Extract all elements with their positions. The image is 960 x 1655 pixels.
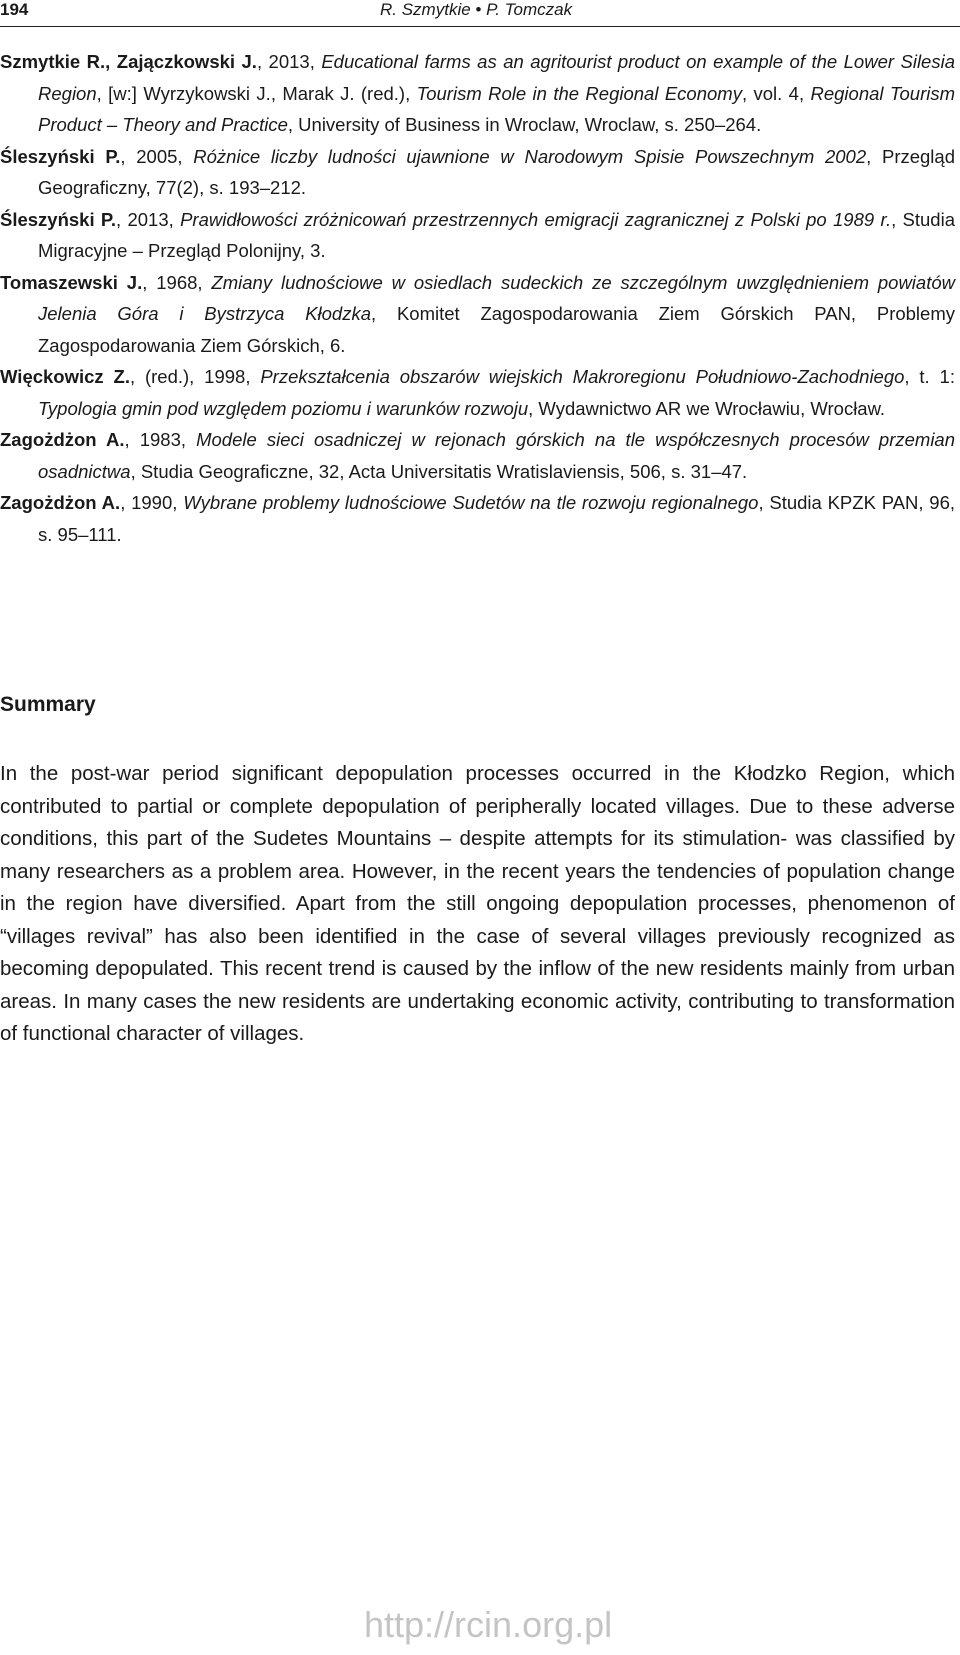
reference-book-title: Tourism Role in the Regional Economy <box>416 82 742 104</box>
reference-volume-title: Typologia gmin pod względem poziomu i warunków rozwoju <box>38 397 529 419</box>
reference-publisher: , Przegląd Geograficzny, 77(2), s. 193–212. <box>38 145 955 198</box>
reference-author: Tomaszewski J. <box>0 271 143 293</box>
reference-author: Zagożdżon A. <box>0 429 125 450</box>
page-header <box>0 0 960 27</box>
summary-heading: Summary <box>0 693 96 716</box>
reference-publisher: , Wydawnictwo AR we Wrocławiu, Wrocław. <box>528 397 886 419</box>
reference-entry <box>0 46 955 141</box>
running-head: R. Szmytkie • P. Tomczak <box>380 0 573 19</box>
reference-entry <box>0 487 955 550</box>
reference-title: Prawidłowości zróżnicowań przestrzennych emigracji zagranicznej z Polski po 1989 r. <box>180 208 892 230</box>
reference-year: , 1990, <box>120 492 184 513</box>
reference-editor: , [w:] Wyrzykowski J., Marak J. (red.), <box>96 82 417 104</box>
reference-entry <box>0 361 955 424</box>
reference-volume-title: Regional Tourism Product – Theory and Practice <box>38 82 956 135</box>
reference-year: , 2013, <box>256 51 322 72</box>
reference-year: , 1983, <box>124 429 197 450</box>
reference-publisher: , Studia KPZK PAN, 96, s. 95–111. <box>38 492 956 545</box>
reference-list <box>0 46 955 550</box>
reference-year: , 2005, <box>120 145 194 167</box>
reference-title: Różnice liczby ludności ujawnione w Narodowym Spisie Powszechnym 2002 <box>193 145 867 167</box>
reference-entry <box>0 424 955 487</box>
reference-year: , 1968, <box>142 271 212 293</box>
reference-title: Zmiany ludnościowe w osiedlach sudeckich ze szczególnym uwzględnieniem powiatów Jelenia Góra i Bystrzyca Kłodzka <box>38 271 955 324</box>
reference-publisher: , University of Business in Wroclaw, Wroclaw, s. 250–264. <box>287 114 762 135</box>
reference-volume: , t. 1: <box>904 366 955 387</box>
reference-year: , 2013, <box>116 208 181 230</box>
reference-publisher: , Studia Geograficzne, 32, Acta Universitatis Wratislaviensis, 506, s. 31–47. <box>130 460 748 482</box>
watermark-url: http://rcin.org.pl <box>364 1604 613 1645</box>
reference-entry <box>0 267 955 362</box>
reference-title: Wybrane problemy ludnościowe Sudetów na tle rozwoju regionalnego <box>183 492 759 513</box>
reference-author: Więckowicz Z. <box>0 366 130 387</box>
reference-volume: , vol. 4, <box>741 82 811 104</box>
summary-paragraph: In the post-war period significant depopulation processes occurred in the Kłodzko Region, which contributed to partial or complete depopulation of peripherally located villages. Due to these adverse conditions, this part of the Sudetes Mountains – despite attempts for its stimulation- was classified by many researchers as a problem area. However, in the recent years the tendencies of population change in the region have diversified. Apart from the still ongoing depopulation processes, phenomenon of “villages revival” has also been identified in the case of several villages previously recognized as becoming depopulated. This recent trend is caused by the inflow of the new residents mainly from urban areas. In many cases the new residents are undertaking economic activity, contributing to transformation of functional character of villages. <box>0 762 955 1045</box>
reference-title: Modele sieci osadniczej w rejonach górskich na tle współczesnych procesów przemian osadnictwa <box>38 429 956 482</box>
reference-author: Szmytkie R., Zajączkowski J. <box>0 51 257 72</box>
reference-year: , (red.), 1998, <box>129 366 261 387</box>
reference-entry <box>0 141 955 204</box>
reference-publisher: , Komitet Zagospodarowania Ziem Górskich PAN, Problemy Zagospodarowania Ziem Górskich, 6. <box>38 303 955 356</box>
reference-title: Educational farms as an agritourist product on example of the Lower Silesia Region <box>38 51 955 104</box>
reference-author: Zagożdżon A. <box>0 492 121 513</box>
reference-entry <box>0 204 955 267</box>
reference-author: Śleszyński P. <box>0 145 121 167</box>
page-number: 194 <box>0 0 29 19</box>
reference-author: Śleszyński P. <box>0 208 117 230</box>
reference-title: Przekształcenia obszarów wiejskich Makroregionu Południowo-Zachodniego <box>260 366 905 387</box>
reference-publisher: , Studia Migracyjne – Przegląd Polonijny, 3. <box>38 208 955 261</box>
